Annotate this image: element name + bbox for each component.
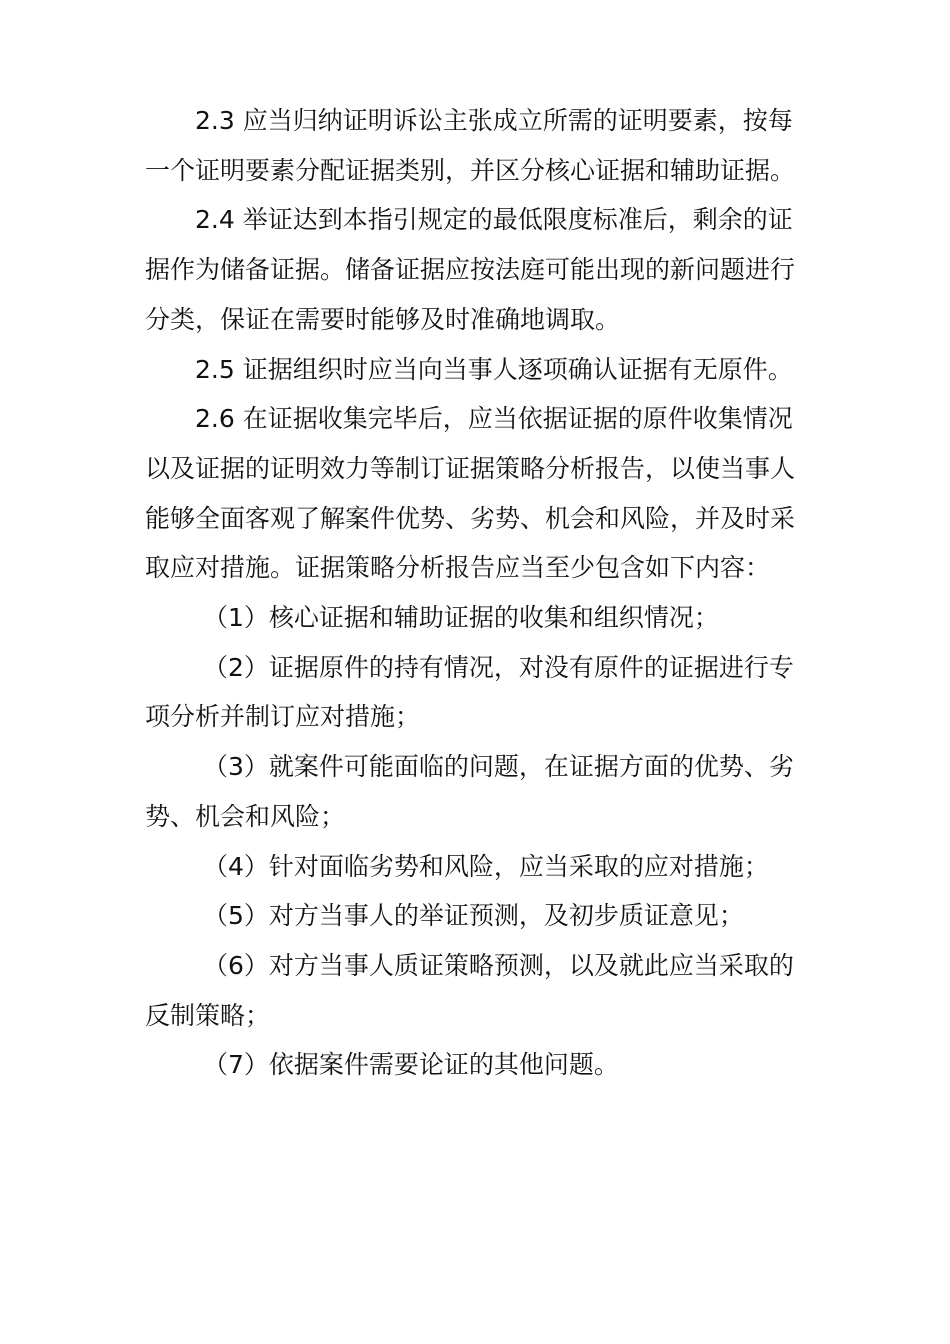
document-body [145, 96, 807, 1090]
list-item-5: （5）对方当事人的举证预测，及初步质证意见； [203, 901, 744, 931]
section-2-5: 2.5 证据组织时应当向当事人逐项确认证据有无原件。 [195, 354, 793, 384]
list-item-7: （7）依据案件需要论证的其他问题。 [203, 1050, 619, 1080]
list-item-4: （4）针对面临劣势和风险，应当采取的应对措施； [203, 851, 769, 881]
list-item-1: （1）核心证据和辅助证据的收集和组织情况； [203, 603, 719, 633]
list-item-2: （2）证据原件的持有情况，对没有原件的证据进行专项分析并制订应对措施； [145, 652, 794, 732]
section-2-3: 2.3 应当归纳证明诉讼主张成立所需的证明要素，按每一个证明要素分配证据类别，并区分核心证据和辅助证据。 [145, 106, 796, 185]
list-item-6: （6）对方当事人质证策略预测，以及就此应当采取的反制策略； [145, 950, 794, 1030]
section-2-6: 2.6 在证据收集完毕后，应当依据证据的原件收集情况以及证据的证明效力等制订证据策略分析报告，以使当事人能够全面客观了解案件优势、劣势、机会和风险，并及时采取应对措施。证据策略分析报告应当至少包含如下内容： [145, 404, 796, 583]
list-item-3: （3）就案件可能面临的问题，在证据方面的优势、劣势、机会和风险； [145, 752, 794, 831]
section-2-4: 2.4 举证达到本指引规定的最低限度标准后，剩余的证据作为储备证据。储备证据应按法庭可能出现的新问题进行分类，保证在需要时能够及时准确地调取。 [145, 205, 796, 334]
